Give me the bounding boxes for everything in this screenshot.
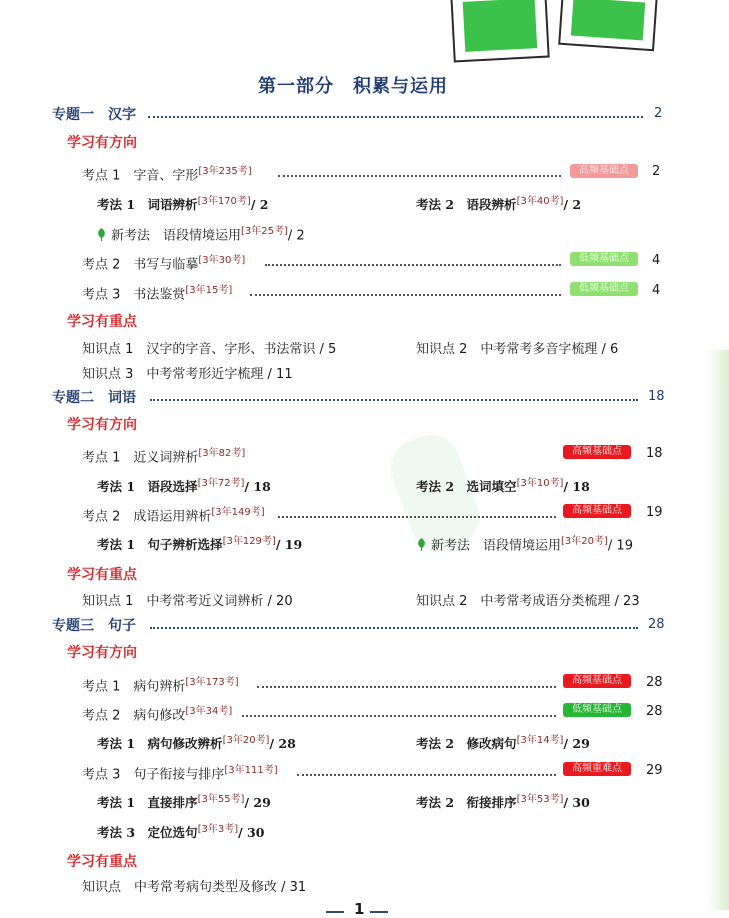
kaofa-label: 考法 2 衔接排序 [416,795,517,811]
section-direction: 学习有方向 [67,135,137,151]
topic-page: 2 [654,106,663,121]
kaodian-label: 考点 3 书法鉴赏 [82,287,186,303]
kaofa-page: / 19 [607,538,633,554]
leader-dots [278,516,556,518]
kaofa-label: 考法 1 句子辨析选择 [97,537,223,553]
page-number: 28 [646,704,663,719]
kaofa-item[interactable] [416,474,590,495]
kaodian-item[interactable] [82,444,245,465]
exam-count: [3年111考] [224,765,278,776]
kaodian-item[interactable] [82,761,278,782]
page-number: 28 [646,675,663,690]
frequency-badge: 高频基础点 [563,445,631,459]
page-number: 4 [652,253,661,268]
kaofa-page: / 28 [269,736,296,752]
exam-count: [3年173考] [185,677,239,688]
kaofa-page: / 19 [275,537,303,553]
leader-dots [150,399,638,401]
frequency-badge: 高频基础点 [570,164,638,178]
page-number: 19 [646,505,663,520]
exam-count: [3年53考] [516,794,564,805]
section-focus: 学习有重点 [67,314,137,330]
kaodian-label: 考点 2 书写与临摹 [82,257,199,273]
section-focus: 学习有重点 [67,567,137,583]
exam-count: [3年72考] [197,478,245,489]
exam-count: [3年34考] [185,706,233,717]
kaofa-label: 考法 1 语段选择 [97,479,198,495]
kaodian-item[interactable] [82,673,239,694]
exam-count: [3年15考] [185,285,233,296]
zhishidian-item[interactable]: 知识点 中考常考病句类型及修改 / 31 [82,880,307,895]
frequency-badge: 高频基础点 [563,674,631,688]
kaofa-label: 考法 3 定位选句 [97,825,198,841]
exam-count: [3年14考] [516,735,564,746]
exam-count: [3年3考] [197,824,239,835]
mu-glyph-tile [450,0,549,62]
zhishidian-item[interactable]: 知识点 1 中考常考近义词辨析 / 20 [82,594,293,609]
kaofa-label: 考法 2 修改病句 [416,736,517,752]
kaofa-page: / 29 [244,795,271,811]
kaofa-page: / 30 [238,825,265,841]
kaofa-item[interactable] [97,790,271,811]
leader-dots [257,686,556,688]
zhishidian-item[interactable]: 知识点 2 中考常考成语分类梳理 / 23 [416,594,640,609]
kaofa-label: 考法 2 语段辨析 [416,197,517,213]
kaodian-item[interactable] [82,162,252,183]
leader-dots [242,715,556,717]
exam-count: [3年25考] [241,226,288,237]
page-number: 18 [646,446,663,461]
lu-glyph-icon [571,0,645,40]
footer-page-number: 1 [354,900,365,918]
kaodian-label: 考点 1 字音、字形 [82,168,199,184]
kaofa-page: / 2 [563,197,582,213]
kaofa-page: / 29 [563,736,590,752]
zhishidian-item[interactable]: 知识点 3 中考常考形近字梳理 / 11 [82,367,293,382]
frequency-badge: 低频基础点 [563,703,631,717]
zhishidian-item[interactable]: 知识点 1 汉字的字音、字形、书法常识 / 5 [82,342,337,357]
kaodian-item[interactable] [82,503,265,524]
kaofa-label: 新考法 语段情境运用 [111,228,242,244]
kaofa-item[interactable] [97,820,264,841]
exam-count: [3年235考] [198,166,252,177]
kaodian-label: 考点 2 成语运用辨析 [82,509,212,525]
kaofa-item[interactable] [416,192,581,213]
leader-dots [148,116,643,118]
kaodian-label: 考点 1 病句辨析 [82,679,186,695]
exam-count: [3年55考] [197,794,245,805]
exam-count: [3年20考] [222,735,270,746]
section-direction: 学习有方向 [67,417,137,433]
zhishidian-item[interactable]: 知识点 2 中考常考多音字梳理 / 6 [416,342,619,357]
kaofa-label: 考法 2 选词填空 [416,479,517,495]
kaofa-page: / 18 [563,479,590,495]
page-edge-strip [707,350,729,910]
page-number: 29 [646,763,663,778]
exam-count: [3年10考] [516,478,564,489]
kaodian-item[interactable] [82,702,232,723]
exam-count: [3年30考] [198,255,246,266]
kaofa-item[interactable] [416,731,590,752]
exam-count: [3年129考] [222,536,276,547]
kaodian-label: 考点 1 近义词辨析 [82,450,199,466]
kaofa-item[interactable] [416,790,590,811]
frequency-badge: 低频基础点 [570,252,638,266]
topic-page: 18 [648,389,665,404]
exam-count: [3年82考] [198,448,246,459]
kaofa-label: 新考法 语段情境运用 [431,538,562,554]
kaofa-page: / 2 [250,197,269,213]
topic-page: 28 [648,617,665,632]
kaodian-label: 考点 3 句子衔接与排序 [82,767,225,783]
exam-count: [3年149考] [211,507,265,518]
kaodian-item[interactable] [82,281,232,302]
topic-title[interactable]: 专题三 句子 [52,618,136,634]
leader-dots [278,175,561,177]
kaofa-label: 考法 1 直接排序 [97,795,198,811]
exam-count: [3年170考] [197,196,251,207]
kaodian-label: 考点 2 病句修改 [82,708,186,724]
part-title: 第一部分 积累与运用 [258,76,448,97]
exam-count: [3年40考] [516,196,564,207]
kaodian-item[interactable] [82,251,245,272]
frequency-badge: 高频基础点 [563,504,631,518]
kaofa-page: / 18 [244,479,271,495]
new-method-leaf-icon [96,228,107,241]
frequency-badge: 低频基础点 [570,282,638,296]
mu-glyph-icon [463,0,538,52]
section-focus: 学习有重点 [67,854,137,870]
footer-dash-right [370,911,388,913]
leader-dots [297,774,556,776]
new-kaofa-item[interactable] [416,532,633,553]
new-method-leaf-icon [416,538,427,551]
leader-dots [150,627,638,629]
topic-title[interactable]: 专题一 汉字 [52,107,136,123]
kaofa-page: / 30 [563,795,590,811]
page-number: 4 [652,283,661,298]
exam-count: [3年20考] [561,536,608,547]
kaofa-item[interactable] [97,532,302,553]
kaofa-item[interactable] [97,474,271,495]
new-kaofa-item[interactable] [96,222,305,243]
footer-dash-left [326,911,344,913]
kaofa-label: 考法 1 词语辨析 [97,197,198,213]
kaofa-item[interactable] [97,731,296,752]
kaofa-page: / 2 [287,228,305,244]
kaofa-label: 考法 1 病句修改辨析 [97,736,223,752]
leader-dots [250,294,561,296]
kaofa-item[interactable] [97,192,268,213]
section-direction: 学习有方向 [67,645,137,661]
topic-title[interactable]: 专题二 词语 [52,390,136,406]
lu-glyph-tile [558,0,658,51]
frequency-badge: 高频重难点 [563,762,631,776]
leader-dots [265,264,561,266]
page-number: 2 [652,164,661,179]
